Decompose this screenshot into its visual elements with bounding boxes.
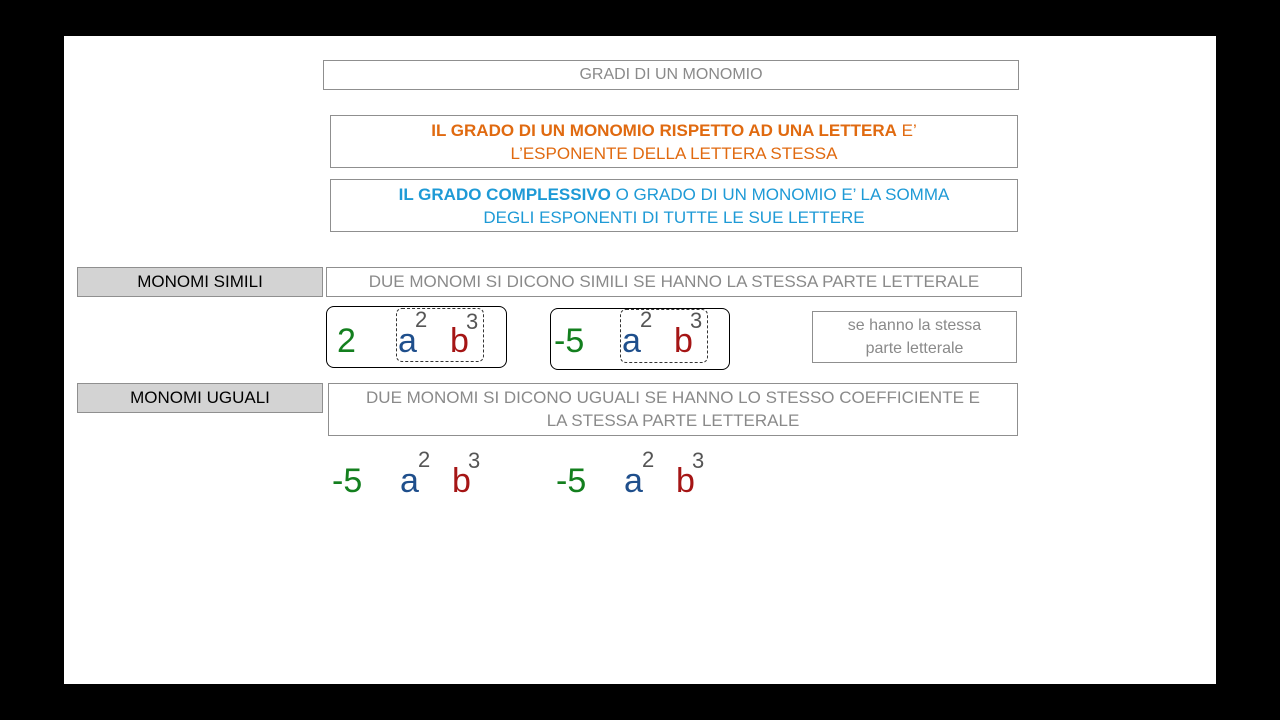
label-monomi-uguali: MONOMI UGUALI (77, 383, 323, 413)
exponent-a: 2 (642, 447, 655, 472)
label-monomi-simili: MONOMI SIMILI (77, 267, 323, 297)
definition-total-degree (330, 179, 1018, 232)
description-monomi-uguali (328, 383, 1018, 436)
variable-a: a (622, 322, 641, 360)
definition-degree-letter-line1 (331, 119, 1017, 142)
variable-b: b (676, 462, 695, 500)
variable-b: b (674, 322, 693, 360)
variable-b: b (452, 462, 471, 500)
variable-a: a (400, 462, 419, 500)
description-monomi-simili: DUE MONOMI SI DICONO SIMILI SE HANNO LA STESSA PARTE LETTERALE (326, 267, 1022, 297)
variable-b: b (450, 322, 469, 360)
exponent-b: 3 (690, 308, 703, 333)
exponent-b: 3 (468, 448, 481, 473)
coefficient: -5 (556, 462, 587, 500)
description-monomi-uguali-line2: LA STESSA PARTE LETTERALE (546, 411, 800, 430)
definition-degree-letter-strong: IL GRADO DI UN MONOMIO RISPETTO AD UNA LETTERA (431, 121, 897, 140)
definition-degree-letter-line2: L’ESPONENTE DELLA LETTERA STESSA (510, 144, 838, 163)
coefficient: -5 (332, 462, 363, 500)
exponent-a: 2 (418, 447, 431, 472)
slide-title (323, 60, 1019, 90)
exponent-a: 2 (640, 307, 653, 332)
definition-total-degree-line1 (331, 183, 1017, 206)
definition-total-degree-strong: IL GRADO COMPLESSIVO (398, 185, 611, 204)
note-line1: se hanno la stessa (847, 317, 982, 334)
definition-total-degree-rest: O GRADO DI UN MONOMIO E’ LA SOMMA (610, 185, 950, 204)
variable-a: a (624, 462, 643, 500)
exponent-b: 3 (692, 448, 705, 473)
exponent-a: 2 (415, 307, 428, 332)
description-monomi-uguali-line1: DUE MONOMI SI DICONO UGUALI SE HANNO LO STESSO COEFFICIENTE E (366, 388, 980, 407)
variable-a: a (398, 322, 417, 360)
slide (64, 36, 1216, 684)
definition-degree-letter-rest: E’ (896, 121, 917, 140)
exponent-b: 3 (466, 309, 479, 334)
definition-degree-letter (330, 115, 1018, 168)
note-same-literal-part (812, 311, 1017, 363)
definition-total-degree-line2: DEGLI ESPONENTI DI TUTTE LE SUE LETTERE (483, 208, 865, 227)
coefficient: 2 (337, 322, 356, 360)
note-line2: parte letterale (865, 340, 964, 357)
slide-title-text: GRADI DI UN MONOMIO (579, 66, 763, 83)
coefficient: -5 (554, 322, 585, 360)
